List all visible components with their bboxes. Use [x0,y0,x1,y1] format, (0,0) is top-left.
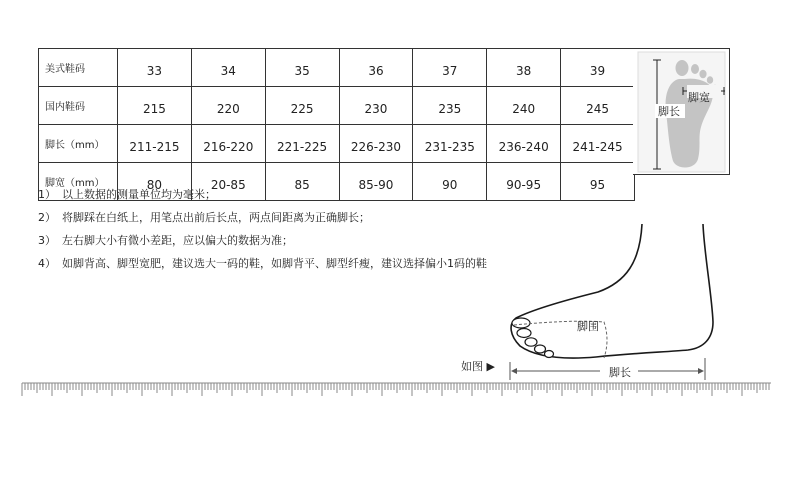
side-length-label: 脚长 [609,366,631,379]
size-cell: 90 [413,163,487,201]
size-cell: 230 [339,87,413,125]
size-cell: 38 [487,49,561,87]
size-cell: 85 [265,163,339,201]
size-cell: 231-235 [413,125,487,163]
ruler [22,383,771,396]
size-cell: 95 [561,163,635,201]
size-cell: 34 [191,49,265,87]
row-header: 脚宽（mm） [39,163,118,201]
note-number: 2） [38,211,56,224]
size-cell: 90-95 [487,163,561,201]
size-cell: 225 [265,87,339,125]
size-cell: 221-225 [265,125,339,163]
note-text: 如脚背高、脚型宽肥，建议选大一码的鞋，如脚背平、脚型纤瘦，建议选择偏小1码的鞋 [62,257,487,270]
size-cell: 20-85 [191,163,265,201]
row-header: 国内鞋码 [39,87,118,125]
size-cell: 216-220 [191,125,265,163]
size-cell: 36 [339,49,413,87]
size-cell: 85-90 [339,163,413,201]
toe-5 [545,351,554,358]
row-header: 脚长（mm） [39,125,118,163]
note-number: 3） [38,234,56,247]
size-cell: 211-215 [118,125,192,163]
note-text: 将脚踩在白纸上，用笔点出前后长点，两点间距离为正确脚长； [62,211,370,224]
toe-1 [512,318,530,328]
toe-2 [517,329,531,338]
row-header: 美式鞋码 [39,49,118,87]
size-cell: 245 [561,87,635,125]
size-cell: 33 [118,49,192,87]
arrow-right-head [698,368,704,374]
size-cell: 236-240 [487,125,561,163]
size-cell: 37 [413,49,487,87]
note-text: 左右脚大小有微小差距，应以偏大的数据为准； [62,234,293,247]
toe-4 [535,345,546,353]
figure-label: 如图 ▶ [461,360,495,373]
foot-width-label: 脚宽 [688,91,710,104]
size-cell: 39 [561,49,635,87]
note-text: 以上数据的测量单位均为毫米； [62,188,216,201]
size-cell: 240 [487,87,561,125]
foot-girth-label: 脚围 [577,320,599,333]
size-cell: 235 [413,87,487,125]
toe-3 [525,338,537,346]
size-cell: 35 [265,49,339,87]
size-cell: 220 [191,87,265,125]
size-cell: 80 [118,163,192,201]
note-number: 1） [38,188,56,201]
size-cell: 215 [118,87,192,125]
size-cell: 226-230 [339,125,413,163]
note-number: 4） [38,257,56,270]
arrow-left-head [511,368,517,374]
size-cell: 241-245 [561,125,635,163]
foot-side-outline [511,224,713,358]
foot-length-label: 脚长 [658,105,680,118]
